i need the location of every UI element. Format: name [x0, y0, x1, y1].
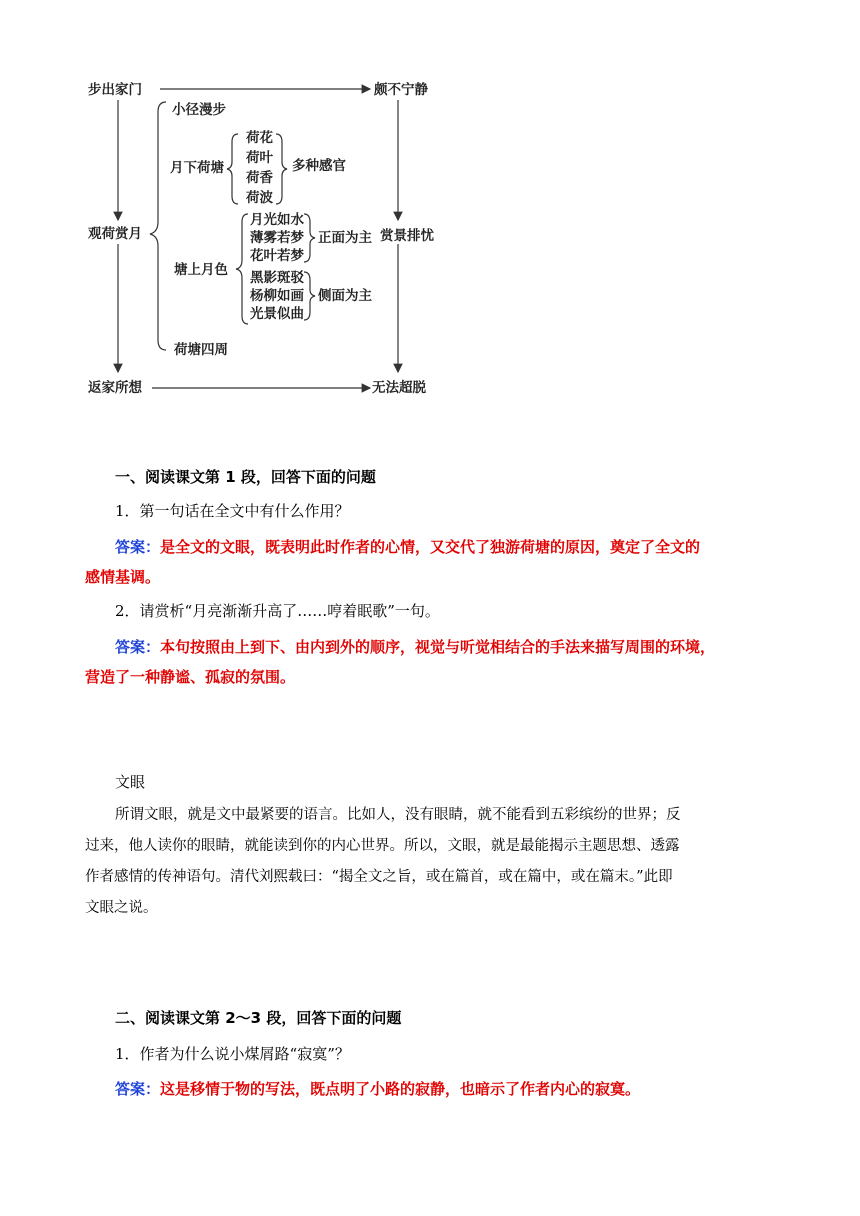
label-m3: 花叶若梦: [250, 248, 304, 264]
brace-moon: [236, 214, 248, 324]
label-leaf: 荷叶: [246, 150, 273, 166]
label-side: 侧面为主: [318, 288, 372, 304]
brace-main: [150, 102, 166, 350]
brace-senses: [276, 134, 287, 204]
label-around: 荷塘四周: [174, 342, 228, 358]
label-pond-under-moon: 月下荷塘: [170, 160, 224, 176]
label-m6: 光景似曲: [250, 306, 304, 322]
section1-answer-2-cont: [85, 662, 755, 692]
label-step-out: 步出家门: [88, 82, 142, 98]
brace-front: [304, 214, 315, 262]
section1-answer-1-cont: [85, 562, 755, 592]
section2-heading: 二、阅读课文第 2～3 段，回答下面的问题: [115, 1009, 402, 1027]
note-line-1: 所谓文眼，就是文中最紧要的语言。比如人，没有眼睛，就不能看到五彩缤纷的世界；反: [115, 807, 681, 823]
label-view: 观荷赏月: [88, 226, 142, 242]
section1-answer-1: [115, 532, 785, 562]
answer-label: 答案：: [115, 538, 161, 556]
section1-heading: 一、阅读课文第 1 段，回答下面的问题: [115, 468, 376, 486]
section1-question-1: 1．第一句话在全文中有什么作用？: [115, 502, 350, 520]
label-wave: 荷波: [246, 190, 273, 206]
note-title: 文眼: [115, 773, 146, 791]
label-front: 正面为主: [318, 230, 372, 246]
note-line-3: 作者感情的传神语句。清代刘熙载曰：“揭全文之旨，或在篇首，或在篇中，或在篇末。”此即: [85, 869, 673, 885]
label-m4: 黑影斑驳: [250, 270, 304, 286]
note-line-2: 过来，他人读你的眼睛，就能读到你的内心世界。所以，文眼，就是最能揭示主题思想、透露: [85, 838, 680, 854]
label-uneasy: 颇不宁静: [374, 82, 428, 98]
label-moon-on-pond: 塘上月色: [174, 262, 228, 278]
label-flower: 荷花: [246, 130, 273, 146]
section2-question-1: 1．作者为什么说小煤屑路“寂寞”？: [115, 1045, 350, 1063]
answer-text-cont: 感情基调。: [85, 568, 161, 586]
label-fragrance: 荷香: [246, 170, 273, 186]
label-no-escape: 无法超脱: [372, 380, 426, 396]
label-m2: 薄雾若梦: [250, 230, 304, 246]
label-enjoy: 赏景排忧: [380, 228, 434, 244]
brace-side: [304, 272, 315, 320]
label-m1: 月光如水: [250, 212, 304, 228]
answer-label: 答案：: [115, 1080, 161, 1098]
section1-question-2: 2．请赏析“月亮渐渐升高了……哼着眠歌”一句。: [115, 602, 440, 620]
section2-answer-1: [115, 1074, 785, 1104]
section1-answer-2: [115, 632, 785, 662]
label-m5: 杨柳如画: [250, 288, 304, 304]
label-path: 小径漫步: [172, 102, 226, 118]
brace-lotus: [227, 134, 238, 204]
answer-label: 答案：: [115, 638, 161, 656]
note-line-4: 文眼之说。: [85, 900, 158, 916]
label-return: 返家所想: [88, 380, 142, 396]
answer-text: 是全文的文眼，既表明此时作者的心情，又交代了独游荷塘的原因，奠定了全文的: [160, 538, 701, 556]
answer-text: 本句按照由上到下、由内到外的顺序，视觉与听觉相结合的手法来描写周围的环境，: [160, 638, 716, 656]
label-senses: 多种感官: [292, 158, 346, 174]
structure-diagram: [76, 72, 446, 406]
answer-text-cont: 营造了一种静谧、孤寂的氛围。: [85, 668, 296, 686]
answer-text: 这是移情于物的写法，既点明了小路的寂静，也暗示了作者内心的寂寞。: [160, 1080, 641, 1098]
